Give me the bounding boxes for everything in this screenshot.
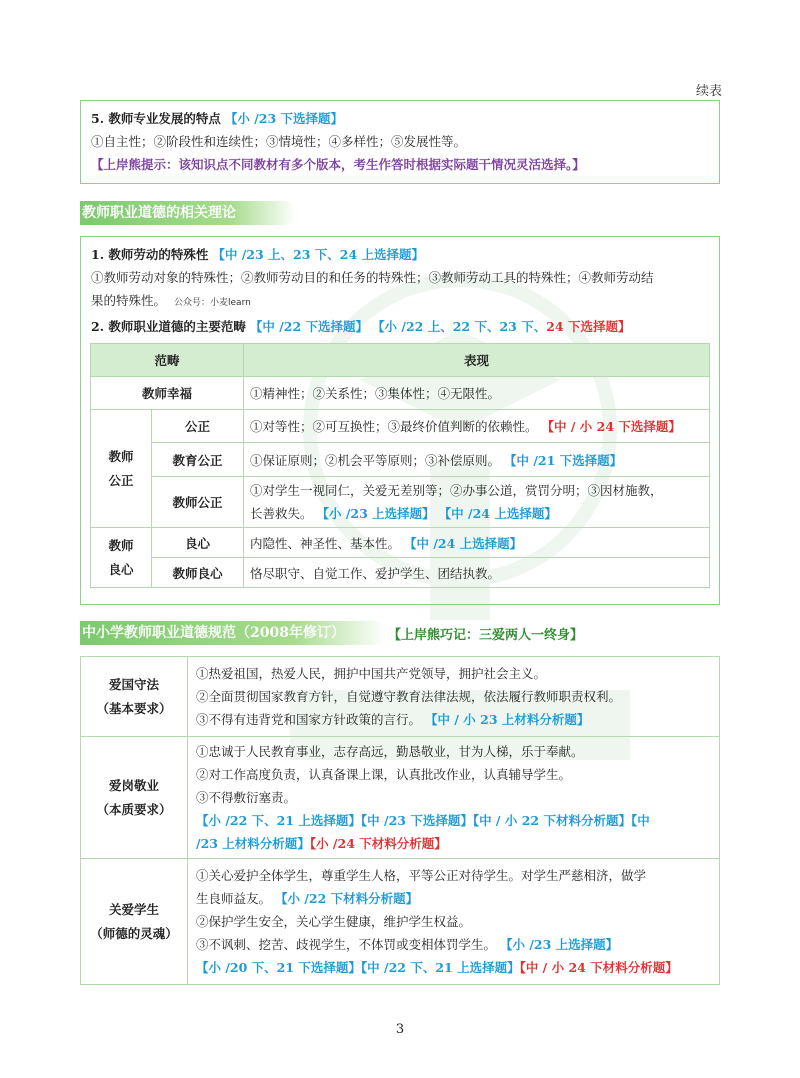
section-header-ethics-norms: 中小学教师职业道德规范（2008年修订）: [80, 621, 386, 645]
teacher-development-box: [80, 100, 720, 184]
norm-tag: 【小 /22 下材料分析题】: [275, 891, 419, 906]
box1-content: ①自主性；②阶段性和连续性；③情境性；④多样性；⑤发展性等。: [91, 134, 467, 149]
norm-line: ③不讽刺、挖苦、歧视学生，不体罚或变相体罚学生。: [196, 937, 497, 952]
row-happiness-text: ①精神性；②关系性；③集体性；④无限性。: [244, 377, 710, 410]
table-row: [91, 410, 710, 443]
fair-cell: [244, 410, 710, 443]
fair-text: ①对等性；②可互换性；③最终价值判断的依赖性。: [250, 419, 538, 434]
table-row: [91, 558, 710, 588]
norm-tag-red: 【小 /24 下材料分析题】: [309, 836, 447, 851]
page-number: 3: [395, 1022, 405, 1037]
box1-title-line: [91, 107, 709, 130]
header-category: 范畴: [91, 344, 244, 377]
good-tag: 【中 /24 上选择题】: [404, 535, 523, 551]
table-row: [81, 657, 720, 737]
table-row: [81, 859, 720, 985]
norm-tag-red: 【中 / 小 24 下材料分析题】: [519, 960, 678, 975]
norm-tag: 【中 / 小 23 上材料分析题】: [425, 712, 590, 727]
norm-category: [81, 657, 188, 737]
item1-tag: 【中 /23 上、23 下、24 上选择题】: [212, 247, 425, 262]
ethics-category-table: [90, 343, 710, 588]
norm-content: [188, 657, 720, 737]
item2-title: 2. 教师职业道德的主要范畴: [91, 319, 246, 334]
norm-line: ①关心爱护全体学生，尊重学生人格，平等公正对待学生。对学生严慈相济，做学: [196, 868, 647, 883]
norm-category-note: （本质要求）: [96, 801, 172, 817]
continued-label: 续表: [695, 84, 722, 99]
norm-line-with-tag: [196, 887, 711, 910]
norm-tags-last: [196, 956, 711, 979]
norm-category: [81, 859, 188, 985]
norm-line: ①热爱祖国，热爱人民，拥护中国共产党领导，拥护社会主义。: [196, 666, 547, 681]
item1-note: 公众号：小麦learn: [174, 298, 251, 308]
norm-content: [188, 859, 720, 985]
good-cell: [244, 528, 710, 558]
norm-tags-line1: 【小 /22 下、21 上选择题】【中 /23 下选择题】【中 / 小 22 下材料分析题】【中: [196, 813, 650, 828]
good-text: 内隐性、神圣性、基本性。: [250, 535, 401, 551]
norm-category-note: （师德的灵魂）: [90, 925, 178, 941]
section2-tip: 【上岸熊巧记：三爱两人一终身】: [388, 628, 584, 643]
norm-line: ②对工作高度负责，认真备课上课，认真批改作业，认真辅导学生。: [196, 767, 572, 782]
norm-category: [81, 737, 188, 859]
table-row: [91, 443, 710, 477]
teacher-good-label: 教师良心: [151, 558, 243, 588]
fair-label: 公正: [151, 410, 243, 443]
item2-tag2b: 24 下选择题】: [546, 319, 631, 334]
norm-line-with-tag: [196, 933, 711, 956]
item2-tag1: 【中 /22 下选择题】: [249, 319, 369, 334]
norm-line-with-tag: [196, 708, 711, 731]
norm-category-name: 爱岗敬业: [108, 777, 159, 793]
box1-title-tag: 【小 /23 下选择题】: [224, 111, 344, 126]
norm-category-name: 关爱学生: [108, 901, 159, 917]
good-label: 良心: [151, 528, 243, 558]
norm-line: ③不得敷衍塞责。: [196, 790, 297, 805]
teacher-fair-label: 教师公正: [151, 477, 243, 528]
norm-line: 生良师益友。: [196, 891, 272, 906]
edu-fair-cell: [244, 443, 710, 477]
norm-category-name: 爱国守法: [108, 676, 159, 692]
section-header-ethics-theory: 教师职业道德的相关理论: [80, 201, 296, 225]
teacher-good-text: 恪尽职守、自觉工作、爱护学生、团结执教。: [244, 558, 710, 588]
box1-title: 5. 教师专业发展的特点: [91, 111, 221, 126]
table-row: [81, 737, 720, 859]
teacher-fair-tag2: 【中 /24 上选择题】: [438, 506, 557, 521]
table-header-row: [91, 344, 710, 377]
table-row: [91, 477, 710, 528]
ethics-norms-table: [80, 656, 720, 985]
norm-line: ①忠诚于人民教育事业，志存高远，勤恳敬业，甘为人梯，乐于奉献。: [196, 744, 584, 759]
item1-title-line: [91, 243, 709, 266]
item1-title: 1. 教师劳动的特殊性: [91, 247, 209, 262]
edu-fair-label: 教育公正: [151, 443, 243, 477]
conscience-label: 教师 良心: [91, 528, 152, 588]
norm-content: [188, 737, 720, 859]
edu-fair-text: ①保证原则；②机会平等原则；③补偿原则。: [250, 452, 501, 468]
item1-line2: 果的特殊性。: [91, 293, 167, 308]
item1-line2-wrap: [91, 289, 709, 315]
header-expression: 表现: [244, 344, 710, 377]
edu-fair-tag: 【中 /21 下选择题】: [504, 452, 623, 468]
item2-tag2a: 【小 /22 上、22 下、23 下、: [372, 319, 547, 334]
row-happiness-label: 教师幸福: [91, 377, 244, 410]
table-row: [91, 528, 710, 558]
item1-line1: ①教师劳动对象的特殊性；②教师劳动目的和任务的特殊性；③教师劳动工具的特殊性；④教师劳动结: [91, 270, 654, 285]
norm-line: ②保护学生安全，关心学生健康，维护学生权益。: [196, 914, 472, 929]
teacher-fair-cell: [244, 477, 710, 528]
norm-line: ②全面贯彻国家教育方针，自觉遵守教育法律法规，依法履行教师职责权利。: [196, 689, 622, 704]
norm-tag: /23 上材料分析题】: [196, 836, 310, 851]
norm-tags-line2: [196, 832, 711, 855]
norm-tag: 【小 /23 上选择题】: [500, 937, 619, 952]
teacher-fair-text2: 长善救失。: [250, 506, 313, 521]
item2-title-line: [91, 315, 709, 338]
box1-tip: 【上岸熊提示：该知识点不同教材有多个版本，考生作答时根据实际题干情况灵活选择。】: [91, 157, 585, 172]
norm-category-note: （基本要求）: [96, 700, 172, 716]
norm-line: ③不得有违背党和国家方针政策的言行。: [196, 712, 422, 727]
fairness-label: 教师 公正: [91, 410, 152, 528]
teacher-fair-line2: [250, 502, 703, 525]
teacher-fair-tag1: 【小 /23 上选择题】: [316, 506, 435, 521]
fair-tag: 【中 / 小 24 下选择题】: [541, 419, 681, 434]
ethics-theory-box: [80, 236, 720, 605]
teacher-fair-text1: ①对学生一视同仁，关爱无差别等；②办事公道，赏罚分明；③因材施教，: [250, 483, 663, 498]
norm-tag: 【小 /20 下、21 下选择题】【中 /22 下、21 上选择题】: [196, 960, 520, 975]
table-row: [91, 377, 710, 410]
